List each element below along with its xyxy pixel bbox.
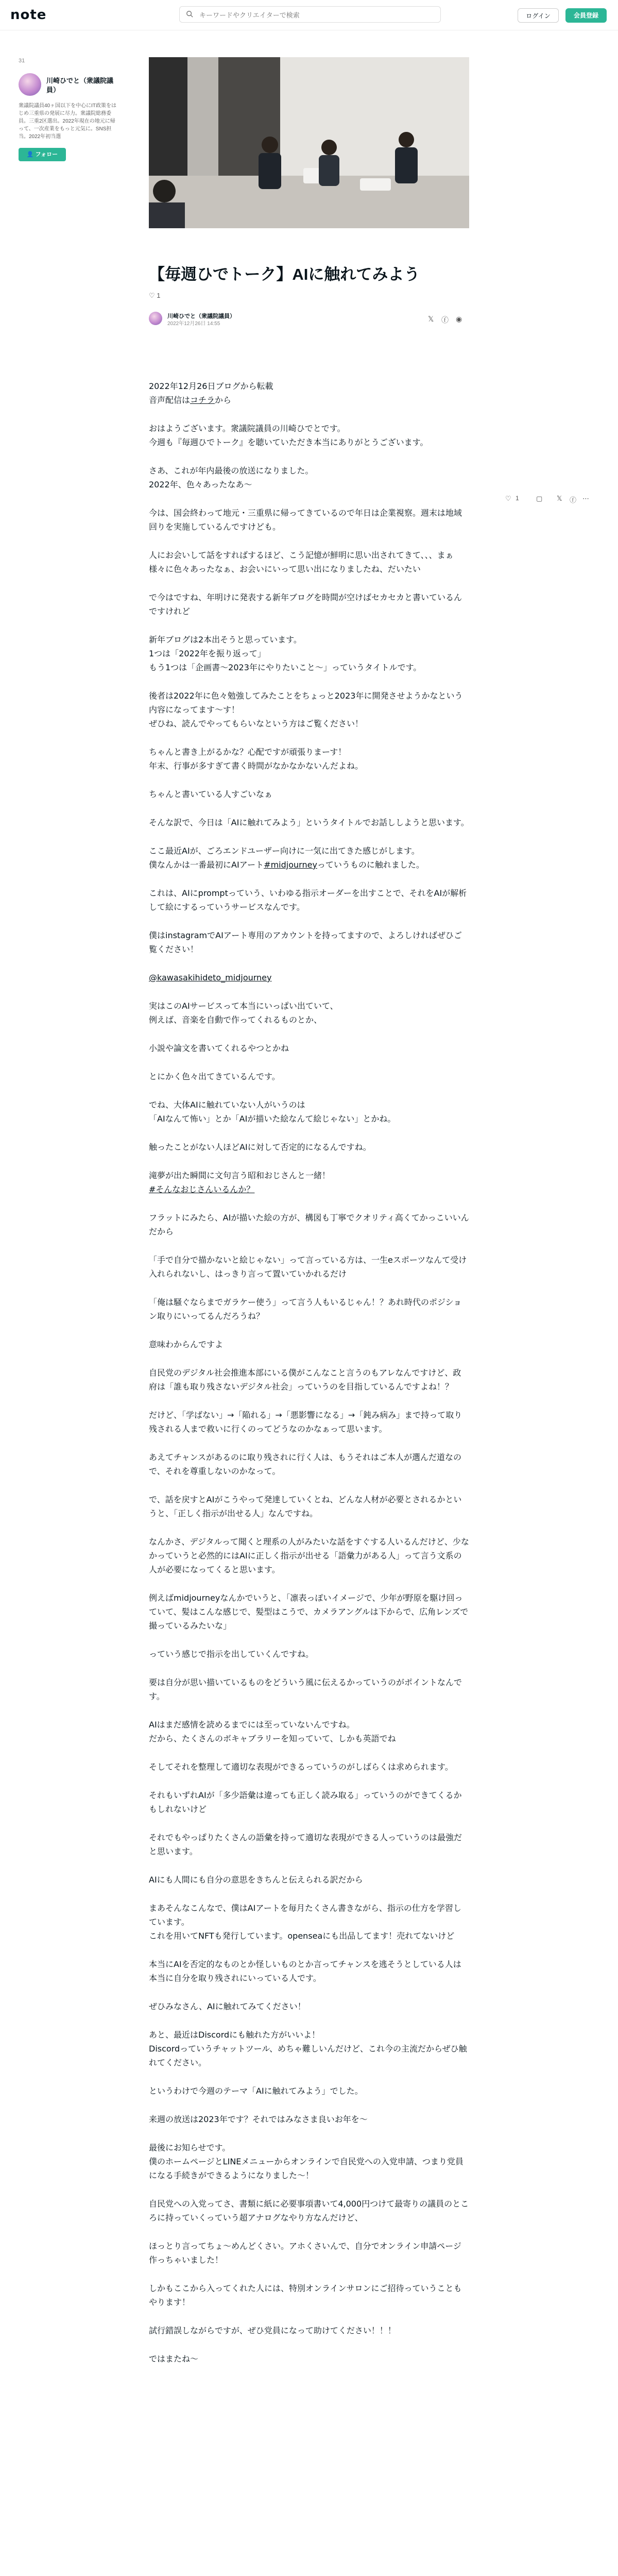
- article-paragraph: [149, 379, 469, 407]
- article-paragraph: [149, 1450, 469, 1478]
- article-title: 【毎週ひでトーク】AIに触れてみよう: [149, 265, 420, 283]
- paragraph-spacer: [149, 985, 469, 999]
- hashtag-link[interactable]: #midjourney: [264, 860, 317, 870]
- paragraph-line: AIはまだ感情を読めるまでには至っていないんですね。: [149, 1720, 355, 1730]
- article-paragraph: [149, 2281, 469, 2309]
- hero-image: [149, 57, 469, 228]
- paragraph-line: おはようございます。衆議院議員の川崎ひでとです。: [149, 423, 346, 433]
- paragraph-spacer: [149, 1239, 469, 1253]
- paragraph-spacer: [149, 449, 469, 464]
- paragraph-line: ちゃんと書き上がるかな？心配ですが頑張りまーす！: [149, 747, 347, 757]
- paragraph-line: しかもここから入ってくれた人には、特別オンラインサロンにご招待っていうこともやります！: [149, 2283, 462, 2307]
- paragraph-line: ここ最近AIが、ごろエンドユーザー向けに一気に出てきた感じがします。: [149, 846, 420, 856]
- paragraph-spacer: [149, 2126, 469, 2141]
- article-paragraph: [149, 421, 469, 449]
- paragraph-spacer: [149, 534, 469, 548]
- paragraph-spacer: [149, 618, 469, 633]
- article-paragraph: [149, 2112, 469, 2126]
- paragraph-line: さあ、これが年内最後の放送になりました。: [149, 466, 314, 476]
- paragraph-line: 2022年、色々あったなあ〜: [149, 480, 252, 489]
- paragraph-spacer: [149, 1577, 469, 1591]
- paragraph-line: 人にお会いして話をすればするほど、こう記憶が鮮明に思い出されてきて、、、まぁ様々に色々あったなぁ、お会いにいって思い出になりましたね、だいたい: [149, 550, 454, 574]
- paragraph-spacer: [149, 1351, 469, 1366]
- paragraph-line: で、話を戻すとAIがこうやって発達していくとね、どんな人材が必要とされるかというと、「正しく指示が出せる人」なんですね。: [149, 1495, 462, 1518]
- paragraph-line: これは、AIにpromptっていう、いわゆる指示オーダーを出すことで、それをAIが解析して絵にするっていうサービスなんです。: [149, 888, 467, 912]
- article-paragraph: [149, 2352, 469, 2366]
- sidebar-author-name[interactable]: 川崎ひでと（衆議院議員）: [46, 77, 114, 94]
- paragraph-line: AIにも人間にも自分の意思をきちんと伝えられる訳だから: [149, 1875, 363, 1885]
- paragraph-line: 意味わからんですよ: [149, 1340, 224, 1349]
- search-input[interactable]: [198, 9, 437, 21]
- paragraph-line: 1つは「2022年を振り返って」: [149, 649, 266, 658]
- search-icon: [186, 10, 193, 18]
- paragraph-line: あと、最近はDiscordにも触れた方がいいよ！: [149, 2030, 320, 2040]
- paragraph-spacer: [149, 2225, 469, 2239]
- article-paragraph: [149, 1337, 469, 1351]
- paragraph-spacer: [149, 1394, 469, 1408]
- audio-link[interactable]: コチラ: [190, 395, 215, 405]
- publish-date: 2022年12月26日 14:55: [167, 321, 220, 327]
- inline-text: から: [215, 395, 232, 405]
- paragraph-spacer: [149, 2013, 469, 2028]
- search-box[interactable]: [179, 6, 441, 23]
- x-share-icon[interactable]: 𝕏: [557, 495, 562, 502]
- paragraph-spacer: [149, 1703, 469, 1718]
- article-paragraph: [149, 2028, 469, 2070]
- article-paragraph: [149, 1098, 469, 1126]
- paragraph-spacer: [149, 1027, 469, 1041]
- article-paragraph: [149, 2197, 469, 2225]
- article-paragraph: [149, 1408, 469, 1436]
- paragraph-line: [149, 393, 469, 407]
- paragraph-spacer: [149, 576, 469, 590]
- paragraph-spacer: [149, 1887, 469, 1901]
- article-paragraph: [149, 816, 469, 829]
- paragraph-spacer: [149, 1745, 469, 1760]
- article-paragraph: [149, 886, 469, 914]
- inline-text: 僕なんかは一番最初にAIアート: [149, 860, 264, 870]
- paragraph-spacer: [149, 1985, 469, 1999]
- paragraph-spacer: [149, 1055, 469, 1070]
- paragraph-line: 来週の放送は2023年です？それではみなさま良いお年を〜: [149, 2114, 368, 2124]
- article-paragraph: [149, 590, 469, 618]
- article-paragraph: [149, 787, 469, 801]
- paragraph-spacer: [149, 801, 469, 816]
- paragraph-line: フラットにみたら、AIが描いた絵の方が、構図も丁寧でクオリティ高くてかっこいいんだから: [149, 1213, 469, 1236]
- paragraph-spacer: [149, 674, 469, 689]
- article-paragraph: [149, 1041, 469, 1055]
- magazine-tag: 31: [19, 58, 25, 64]
- article-paragraph: [149, 1647, 469, 1661]
- heart-icon[interactable]: ♡: [505, 495, 511, 502]
- paragraph-spacer: [149, 1196, 469, 1211]
- paragraph-line: 2022年12月26日ブログから転載: [149, 381, 273, 391]
- paragraph-line: まあそんなこんなで、僕はAIアートを毎月たくさん書きながら、指示の仕方を学習しています。: [149, 1903, 461, 1927]
- paragraph-line: そしてそれを整理して適切な表現ができるっていうのがしばらくは求められます。: [149, 1762, 453, 1772]
- paragraph-line: で今はですね、年明けに発表する新年ブログを時間が空けばセカセカと書いているんですけれど: [149, 592, 462, 616]
- article-paragraph: [149, 2324, 469, 2337]
- paragraph-spacer: [149, 1083, 469, 1098]
- paragraph-line: 僕のホームページとLINEメニューからオンラインで自民党への入党申請、つまり党員になる手続きができるようになりました〜！: [149, 2157, 464, 2180]
- paragraph-line: 新年ブログは2本出そうと思っています。: [149, 635, 302, 645]
- article-paragraph: [149, 745, 469, 773]
- article-paragraph: [149, 1591, 469, 1633]
- paragraph-line: 年末、行事が多すぎて書く時間がなかなかないんだよね。: [149, 761, 364, 771]
- paragraph-spacer: [149, 2182, 469, 2197]
- paragraph-spacer: [149, 1126, 469, 1140]
- paragraph-line: 例えばmidjourneyなんかでいうと、「凛表っぽいイメージで、少年が野原を駆け回っていて、髪はこんな感じで、髪型はこうで、カメラアングルは下からで、広角レンズで撮っているみたいな」: [149, 1593, 469, 1631]
- paragraph-line: ではまたね〜: [149, 2354, 199, 2364]
- paragraph-line: それもいずれAIが「多少語彙は違っても正しく読み取る」っていうのができてくるかもしれないけど: [149, 1790, 462, 1814]
- paragraph-line: ぜひみなさん、AIに触れてみてください！: [149, 2002, 306, 2011]
- paragraph-spacer: [149, 1478, 469, 1493]
- paragraph-line: [149, 858, 469, 872]
- x-share-icon[interactable]: 𝕏: [428, 315, 434, 323]
- paragraph-spacer: [149, 1436, 469, 1450]
- sidebar-author-card: [19, 73, 116, 161]
- paragraph-line: 「手で自分で描かないと絵じゃない」って言っている方は、一生eスポーツなんて受け入れられないし、はっきり言って置いていかれるだけ: [149, 1255, 467, 1279]
- paragraph-spacer: [149, 1661, 469, 1675]
- note-logo[interactable]: note: [10, 7, 47, 23]
- article-paragraph: [149, 1168, 469, 1196]
- paragraph-spacer: [149, 1858, 469, 1873]
- article-paragraph: [149, 1675, 469, 1703]
- paragraph-spacer: [149, 1943, 469, 1957]
- hashtag-link[interactable]: #そんなおじさんいるんか？: [149, 1184, 255, 1194]
- paragraph-spacer: [149, 2098, 469, 2112]
- article-paragraph: [149, 464, 469, 492]
- signup-button[interactable]: 会員登録: [565, 8, 607, 23]
- follow-button[interactable]: [19, 148, 66, 161]
- paragraph-line: 今は、国会終わって地元・三重県に帰ってきているので年日は企業視察。週末は地域回りを実施しているんですけども。: [149, 508, 462, 532]
- facebook-share-icon[interactable]: ⓕ: [441, 316, 449, 324]
- more-icon[interactable]: ⋯: [582, 495, 589, 502]
- paragraph-spacer: [149, 1154, 469, 1168]
- facebook-share-icon[interactable]: ⓕ: [570, 496, 577, 504]
- article-paragraph: [149, 971, 469, 985]
- article-paragraph: [149, 1493, 469, 1520]
- paragraph-line: 小説や論文を書いてくれるやつとかね: [149, 1043, 289, 1053]
- paragraph-line: 僕はinstagramでAIアート専用のアカウントを持ってますので、よろしければぜひご覧ください！: [149, 930, 462, 954]
- paragraph-line: 滝夢が出た瞬間に文句言う昭和おじさんと一緒！: [149, 1171, 331, 1180]
- like-area: [149, 292, 161, 300]
- paragraph-line: 本当にAIを否定的なものとか怪しいものとか言ってチャンスを逃そうとしている人は本当に自分を取り残されにいっている人です。: [149, 1959, 461, 1983]
- article-paragraph: [149, 1366, 469, 1394]
- paragraph-line: とにかく色々出てきているんです。: [149, 1072, 280, 1081]
- paragraph-spacer: [149, 1774, 469, 1788]
- article-paragraph: [149, 1901, 469, 1943]
- paragraph-spacer: [149, 914, 469, 928]
- paragraph-line: ほっとり言ってちょ〜めんどくさい。アホくさいんで、自分でオンライン申請ページ作っちゃいました！: [149, 2241, 461, 2265]
- article-paragraph: [149, 1535, 469, 1577]
- article-body: [149, 379, 469, 2366]
- top-header: [0, 0, 618, 30]
- paragraph-line: もう1つは「企画書〜2023年にやりたいこと〜」っていうタイトルです。: [149, 663, 422, 672]
- like-count: 1: [157, 292, 161, 299]
- paragraph-line: なんかさ、デジタルって聞くと理系の人がみたいな話をすぐする人いるんだけど、少なかっていうと必然的にはAIに正しく指示が出せる「語彙力がある人」って言う文系の人が必要になってくると思います。: [149, 1537, 469, 1574]
- heart-icon[interactable]: ♡: [149, 292, 155, 299]
- sidebar-author-description: 衆議院議員40ヶ国以下を中心にIT政策をはじめ三重県の発展に尽力。衆議院総務委員。三重2区選出。2022年現在の地元に帰って、一次産業をもっと元気に。SNS担当。2022年初当選: [19, 103, 117, 140]
- paragraph-line: ちゃんと書いている人すごいなぁ: [149, 789, 273, 799]
- paragraph-line: だから、たくさんのボキャブラリーを知っていて、しかも英語でね: [149, 1734, 396, 1743]
- paragraph-spacer: [149, 1633, 469, 1647]
- paragraph-line: 最後にお知らせです。: [149, 2143, 231, 2153]
- paragraph-spacer: [149, 956, 469, 971]
- article-paragraph: [149, 2239, 469, 2267]
- paragraph-line: 要は自分が思い描いているものをどういう風に伝えるかっていうのがポイントなんです。: [149, 1677, 462, 1701]
- bookmark-icon[interactable]: ▢: [536, 495, 543, 502]
- paragraph-line: 今週も『毎週ひでトーク』を聴いていただき本当にありがとうございます。: [149, 437, 428, 447]
- article-paragraph: [149, 1788, 469, 1816]
- article-paragraph: [149, 548, 469, 576]
- paragraph-spacer: [149, 773, 469, 787]
- paragraph-line: 自民党のデジタル社会推進本部にいる僕がこんなこと言うのもアレなんですけど、政府は「誰も取り残さないデジタル社会」っていうのを目指しているんですよね！？: [149, 1368, 461, 1392]
- article-paragraph: [149, 1211, 469, 1239]
- article-paragraph: [149, 1760, 469, 1774]
- article-byline: [149, 312, 469, 327]
- paragraph-line: Discordっていうチャットツール、めちゃ難しいんだけど、これ今の主流だからぜひ触れてください。: [149, 2044, 467, 2067]
- paragraph-spacer: [149, 872, 469, 886]
- article-paragraph: [149, 2141, 469, 2182]
- article-paragraph: [149, 1718, 469, 1745]
- paragraph-line: 例えば、音楽を自動で作ってくれるものとか、: [149, 1015, 322, 1025]
- article-paragraph: [149, 999, 469, 1027]
- paragraph-line: 触ったことがない人ほどAIに対して否定的になるんですね。: [149, 1142, 371, 1152]
- article-paragraph: [149, 1140, 469, 1154]
- article-paragraph: [149, 1831, 469, 1858]
- paragraph-spacer: [149, 1816, 469, 1831]
- paragraph-line: それでもやっぱりたくさんの語彙を持って適切な表現ができる人っていうのは最強だと思います。: [149, 1833, 462, 1856]
- article-paragraph: [149, 928, 469, 956]
- paragraph-spacer: [149, 407, 469, 421]
- paragraph-line: だけど、「学ばない」→「陥れる」→「悪影響になる」→「鈍み病み」まで持って取り残される人まで救いに行くのってどうなのかなぁって思います。: [149, 1410, 462, 1434]
- paragraph-line: っていう感じで指示を出していくんですね。: [149, 1649, 314, 1659]
- paragraph-spacer: [149, 1323, 469, 1337]
- paragraph-line: これを用いてNFTも発行しています。openseaにも出品してます！売れてないけど: [149, 1931, 455, 1941]
- article-paragraph: [149, 506, 469, 534]
- paragraph-line: 後者は2022年に色々勉強してみたことをちょっと2023年に開発させようかなという内容になってます〜す！: [149, 691, 463, 715]
- article-paragraph: [149, 1873, 469, 1887]
- floating-action-bar: [505, 495, 598, 508]
- paragraph-spacer: [149, 731, 469, 745]
- paragraph-spacer: [149, 829, 469, 844]
- article-paragraph: [149, 844, 469, 872]
- follow-label: フォロー: [35, 151, 58, 158]
- like-count: 1: [516, 495, 519, 502]
- paragraph-spacer: [149, 2337, 469, 2352]
- paragraph-line: ぜひね、読んでやってもらいなという方はご覧ください！: [149, 719, 364, 728]
- login-button[interactable]: ログイン: [518, 8, 559, 23]
- line-share-icon[interactable]: ◉: [456, 315, 462, 323]
- paragraph-spacer: [149, 2070, 469, 2084]
- paragraph-line: でね、大体AIに触れていない人がいうのは: [149, 1100, 305, 1110]
- article-paragraph: [149, 2084, 469, 2098]
- paragraph-line: 自民党への入党ってさ、書類に紙に必要事項書いて4,000円つけて最寄りの議員のところに持っていくっていう超アナログなやり方なんだけど、: [149, 2199, 469, 2223]
- paragraph-line: 「AIなんて怖い」とか「AIが描いた絵なんて絵じゃない」とかね。: [149, 1114, 396, 1124]
- article-paragraph: [149, 689, 469, 731]
- paragraph-line: あえてチャンスがあるのに取り残されに行く人は、もうそれはご本人が選んだ道なので、それを尊重しないのかなって。: [149, 1452, 462, 1476]
- inline-text: 音声配信は: [149, 395, 191, 405]
- paragraph-line: そんな訳で、今日は「AIに触れてみよう」というタイトルでお話ししようと思います。: [149, 818, 469, 827]
- paragraph-line: 実はこのAIサービスって本当にいっぱい出ていて、: [149, 1001, 338, 1011]
- paragraph-spacer: [149, 2267, 469, 2281]
- paragraph-spacer: [149, 1281, 469, 1295]
- paragraph-spacer: [149, 2309, 469, 2324]
- article-paragraph: [149, 1957, 469, 1985]
- paragraph-line: 試行錯誤しながらですが、ぜひ党員になって助けてください！！！: [149, 2326, 396, 2335]
- article-paragraph: [149, 1295, 469, 1323]
- paragraph-spacer: [149, 1520, 469, 1535]
- article-paragraph: [149, 1999, 469, 2013]
- avatar[interactable]: [149, 312, 162, 325]
- instagram-link[interactable]: @kawasakihideto_midjourney: [149, 973, 272, 982]
- avatar[interactable]: [19, 73, 41, 96]
- article-paragraph: [149, 1070, 469, 1083]
- paragraph-spacer: [149, 492, 469, 506]
- inline-text: っていうものに触れました。: [317, 860, 424, 870]
- paragraph-line: 「俺は騒ぐならまでガラケー使う」って言う人もいるじゃん！？あれ時代のポジション取りにいってるんだろうね？: [149, 1297, 462, 1321]
- article-paragraph: [149, 1253, 469, 1281]
- byline-author-name[interactable]: 川崎ひでと（衆議院議員）: [167, 313, 235, 319]
- article-paragraph: [149, 633, 469, 674]
- person-plus-icon: 👤: [26, 151, 34, 158]
- paragraph-line: というわけで今週のテーマ「AIに触れてみよう」でした。: [149, 2086, 363, 2096]
